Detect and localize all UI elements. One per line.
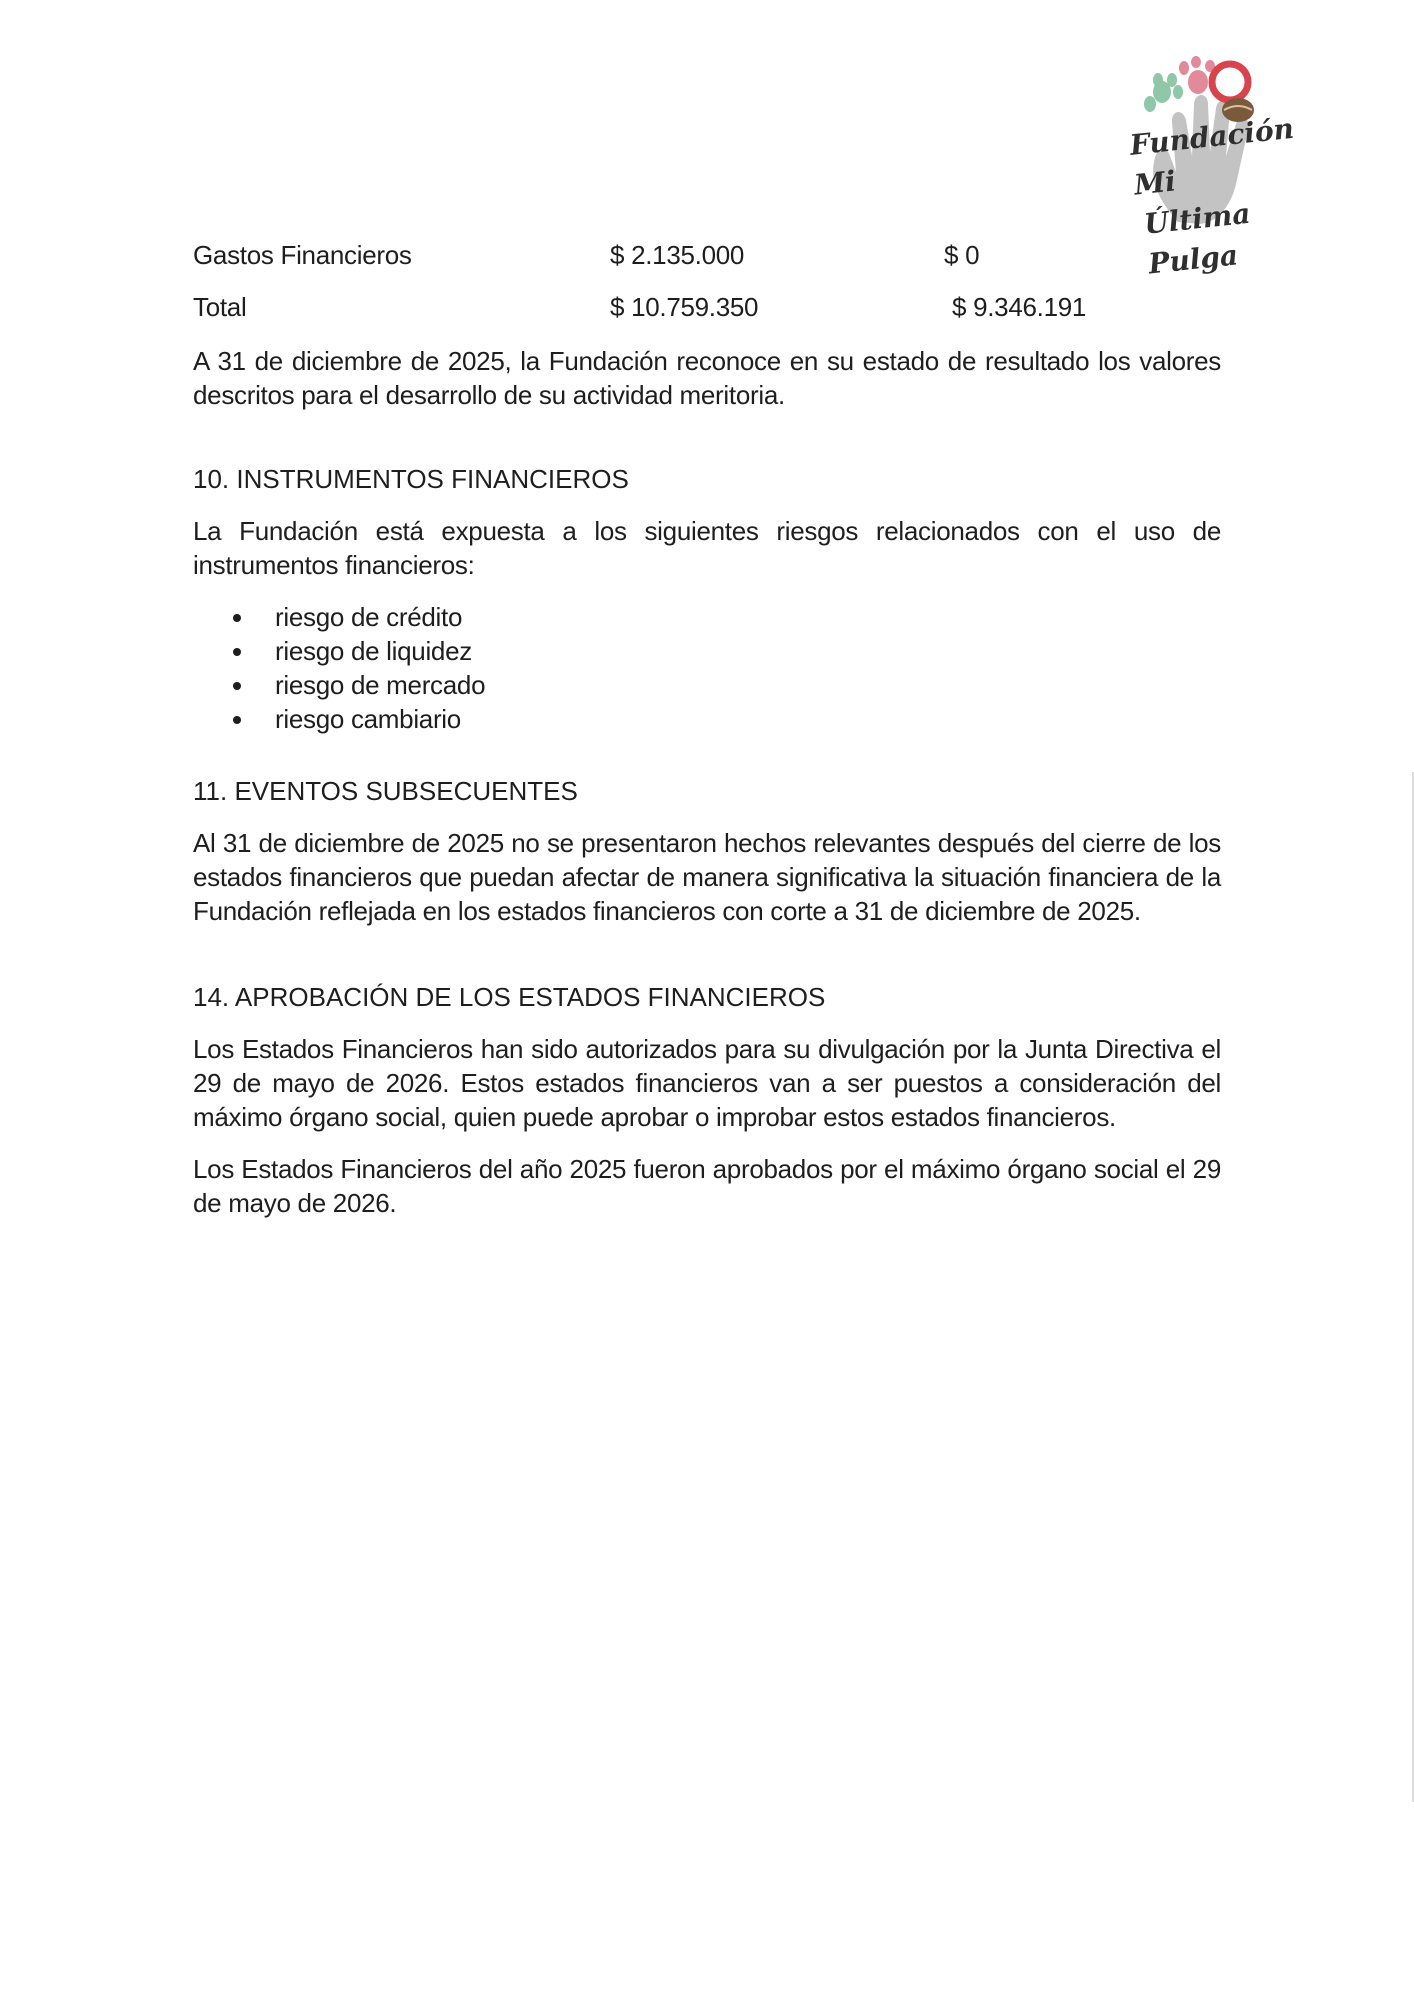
logo-line-2: Última Pulga	[1142, 196, 1252, 281]
row-value-2024: $ 9.346.191	[952, 292, 1087, 322]
list-item	[193, 702, 1221, 736]
list-item	[193, 668, 1221, 702]
financial-row-gastos	[193, 238, 1221, 290]
risk-label: riesgo cambiario	[275, 704, 461, 734]
risk-label: riesgo de crédito	[275, 602, 463, 632]
financial-row-total	[193, 290, 1221, 342]
bullet-icon	[233, 682, 241, 690]
bullet-icon	[233, 716, 241, 724]
row-value-2024: $ 0	[944, 240, 980, 270]
risk-label: riesgo de mercado	[275, 670, 486, 700]
risk-list	[193, 600, 1221, 736]
section-10-heading: 10. INSTRUMENTOS FINANCIEROS	[193, 464, 629, 494]
list-item	[193, 600, 1221, 634]
bullet-icon	[233, 648, 241, 656]
row-label: Total	[193, 292, 247, 322]
logo-line-1: Fundación Mi	[1128, 111, 1296, 202]
row-value-2025: $ 2.135.000	[610, 240, 745, 270]
bullet-icon	[233, 614, 241, 622]
risk-label: riesgo de liquidez	[275, 636, 472, 666]
section-11-paragraph: Al 31 de diciembre de 2025 no se presentaron hechos relevantes después del cierre de los estados financieros que puedan afectar de manera significativa la situación financiera de la Fundación reflejada en los estados financieros con corte a 31 de diciembre de 2025.	[193, 828, 1221, 926]
section-11-heading: 11. EVENTOS SUBSECUENTES	[193, 776, 578, 806]
row-value-2025: $ 10.759.350	[610, 292, 759, 322]
list-item	[193, 634, 1221, 668]
section-14-heading: 14. APROBACIÓN DE LOS ESTADOS FINANCIEROS	[193, 982, 826, 1012]
row-label: Gastos Financieros	[193, 240, 412, 270]
section-10-paragraph: La Fundación está expuesta a los siguientes riesgos relacionados con el uso de instrumentos financieros:	[193, 516, 1221, 580]
section-14-paragraph-1: Los Estados Financieros han sido autorizados para su divulgación por la Junta Directiva el 29 de mayo de 2026. Estos estados financieros van a ser puestos a consideración del máximo órgano social, quien puede aprobar o improbar estos estados financieros.	[193, 1034, 1221, 1132]
section-14-paragraph-2: Los Estados Financieros del año 2025 fueron aprobados por el máximo órgano social el 29 de mayo de 2026.	[193, 1154, 1221, 1218]
intro-paragraph: A 31 de diciembre de 2025, la Fundación reconoce en su estado de resultado los valores descritos para el desarrollo de su actividad meritoria.	[193, 346, 1221, 410]
document-body	[193, 238, 1221, 1220]
